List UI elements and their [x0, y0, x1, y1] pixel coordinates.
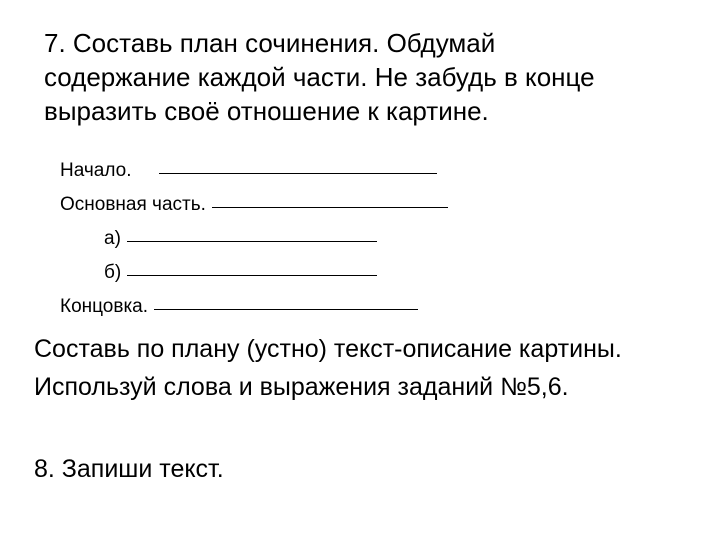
plan-item-beginning	[60, 154, 448, 188]
blank-line-ending[interactable]	[154, 291, 418, 310]
plan-item-main-part	[60, 188, 448, 222]
essay-plan	[60, 154, 448, 324]
instructions-line-1: Составь по плану (устно) текст-описание картины.	[34, 335, 622, 363]
blank-line-main-part[interactable]	[212, 189, 448, 208]
plan-item-sub-b	[60, 256, 448, 290]
plan-label-sub-a: а)	[104, 228, 121, 249]
task-7-line-1: 7. Составь план сочинения. Обдумай	[44, 28, 496, 58]
blank-line-beginning[interactable]	[159, 155, 437, 174]
plan-item-sub-a	[60, 222, 448, 256]
blank-line-sub-a[interactable]	[127, 223, 377, 242]
task-7-line-2: содержание каждой части. Не забудь в конце	[44, 62, 595, 92]
task-8-text: 8. Запиши текст.	[34, 455, 224, 483]
task-7-line-3: выразить своё отношение к картине.	[44, 96, 489, 126]
plan-label-main-part: Основная часть.	[60, 194, 206, 215]
plan-label-sub-b: б)	[104, 262, 122, 283]
instructions-text	[34, 330, 622, 406]
plan-item-ending	[60, 290, 448, 324]
instructions-line-2: Используй слова и выражения заданий №5,6.	[34, 373, 569, 401]
task-7-text	[44, 26, 684, 128]
plan-label-beginning: Начало.	[60, 160, 132, 181]
blank-line-sub-b[interactable]	[127, 257, 377, 276]
plan-label-ending: Концовка.	[60, 296, 149, 317]
